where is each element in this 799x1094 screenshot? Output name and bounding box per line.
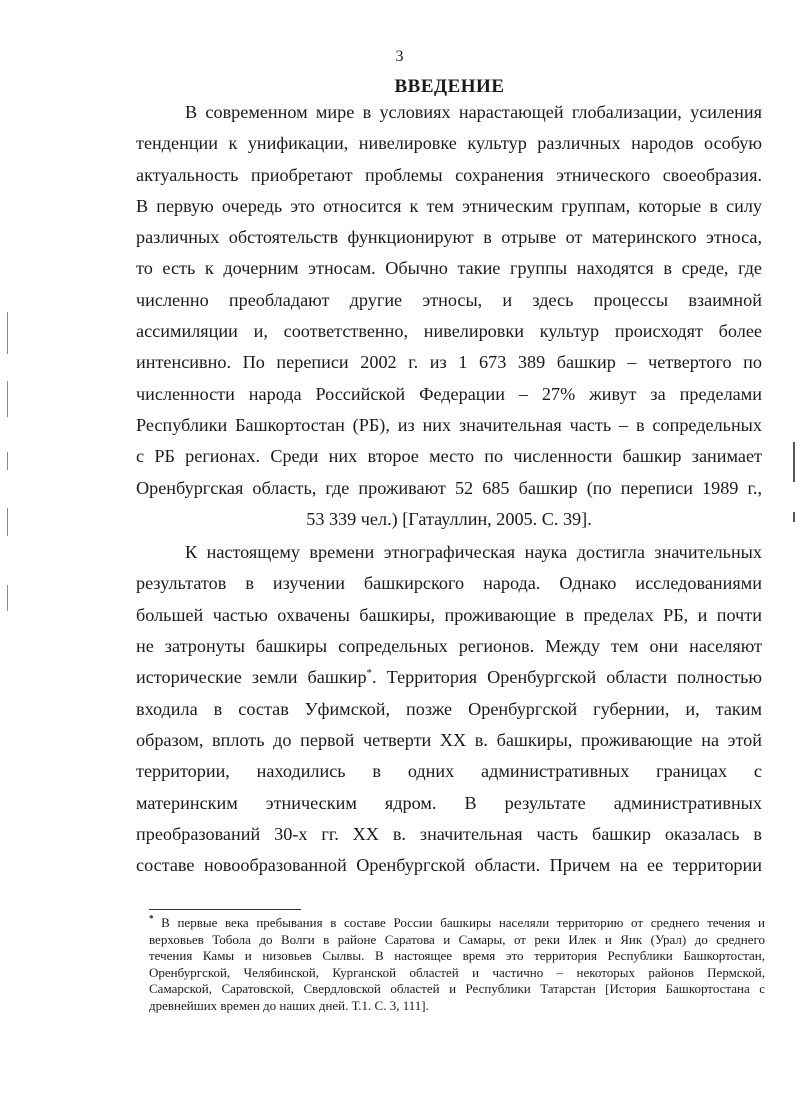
- text-line: большей частью охвачены башкиры, проживающие в пределах РБ, и почти: [136, 604, 762, 625]
- main-text: [136, 97, 762, 881]
- text-line: численности народа Российской Федерации – 27% живут за пределами: [136, 383, 762, 404]
- text-line: интенсивно. По переписи 2002 г. из 1 673 389 башкир – четвертого по: [136, 352, 762, 373]
- footnote-line: верховьев Тобола до Волги в районе Саратова и Самары, от реки Илек и Яик (Урал) до среднего: [149, 931, 765, 947]
- scan-mark-left: [7, 585, 8, 611]
- scan-mark-left: [7, 452, 8, 470]
- footnote-marker: *: [149, 913, 154, 924]
- footnote: [149, 915, 765, 1015]
- scan-mark-right: [793, 442, 795, 482]
- text-line: территории, находились в одних административных границах с: [136, 761, 762, 782]
- text-line: материнским этническим ядром. В результате административных: [136, 792, 762, 813]
- footnote-line: течения Камы и низовьев Сылвы. В настоящее время это территория Республики Башкортостан,: [149, 948, 765, 964]
- text-line: то есть к дочерним этносам. Обычно такие группы находятся в среде, где: [136, 258, 762, 279]
- scan-mark-left: [7, 508, 8, 536]
- scan-mark-left: [7, 381, 8, 417]
- page-number: 3: [395, 48, 404, 65]
- footnote-line: древнейших времен до наших дней. Т.1. С. 3, 111].: [149, 997, 429, 1013]
- text-line: составе новообразованной Оренбургской области. Причем на ее территории: [136, 855, 762, 876]
- footnote-line: Оренбургской, Челябинской, Курганской областей и частично – некоторых районов Пермской,: [149, 964, 765, 980]
- footnote-reference[interactable]: *: [366, 667, 373, 680]
- text-line: не затронуты башкиры сопредельных регионов. Между тем они населяют: [136, 636, 762, 657]
- text-line: ассимиляции и, соответственно, нивелировки культур происходят более: [136, 321, 762, 342]
- text-fragment: . Территория Оренбургской области полностью: [372, 667, 762, 688]
- text-line: преобразований 30-х гг. XX в. значительная часть башкир оказалась в: [136, 823, 762, 844]
- section-heading: ВВЕДЕНИЕ: [394, 76, 505, 97]
- scan-mark-right: [793, 512, 795, 522]
- text-fragment: исторические земли башкир: [136, 667, 367, 688]
- text-line: Оренбургская область, где проживают 52 685 башкир (по переписи 1989 г.,: [136, 477, 762, 498]
- text-line: различных обстоятельств функционируют в отрыве от материнского этноса,: [136, 227, 762, 248]
- text-line: В первую очередь это относится к тем этническим группам, которые в силу: [136, 195, 762, 216]
- text-line: В современном мире в условиях нарастающей глобализации, усиления: [185, 102, 762, 122]
- scan-mark-left: [7, 312, 8, 354]
- text-line: входила в состав Уфимской, позже Оренбургской губернии, и, таким: [136, 698, 762, 719]
- text-line: К настоящему времени этнографическая наука достигла значительных: [185, 542, 762, 563]
- text-line: образом, вплоть до первой четверти XX в. башкиры, проживающие на этой: [136, 729, 762, 750]
- text-line: результатов в изучении башкирского народа. Однако исследованиями: [136, 573, 762, 594]
- footnote-line: * В первые века пребывания в составе России башкиры населяли территорию от среднего течения и: [149, 913, 765, 930]
- text-line: тенденции к унификации, нивелировке культур различных народов особую: [136, 133, 762, 154]
- text-line: численно преобладают другие этносы, и здесь процессы взаимной: [136, 289, 762, 310]
- footnote-line: Самарской, Саратовской, Свердловской областей и Республики Татарстан [История Башкортостана с: [149, 981, 765, 997]
- footnote-separator: [149, 909, 301, 910]
- text-line: актуальность приобретают проблемы сохранения этнического своеобразия.: [136, 164, 762, 185]
- text-line-with-footnote: [136, 662, 762, 693]
- text-line: с РБ регионах. Среди них второе место по численности башкир занимает: [136, 446, 762, 467]
- text-line: Республики Башкортостан (РБ), из них значительная часть – в сопредельных: [136, 414, 762, 435]
- text-line: 53 339 чел.) [Гатауллин, 2005. С. 39].: [306, 508, 592, 529]
